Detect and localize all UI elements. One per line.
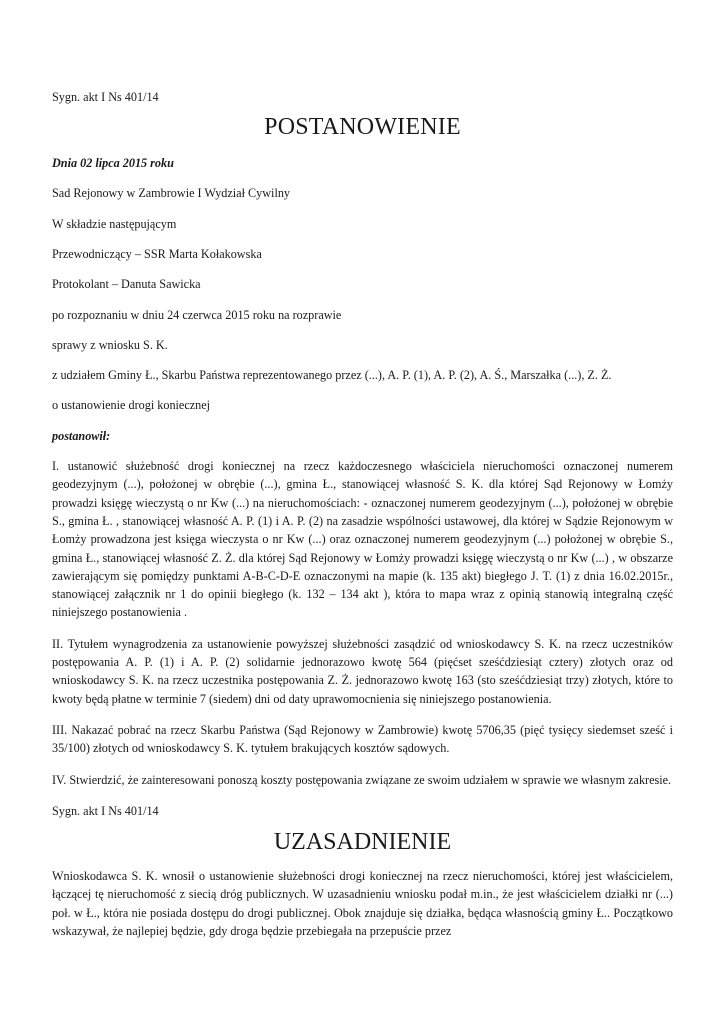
document-page (52, 88, 673, 953)
case-subject: o ustanowienie drogi koniecznej (52, 398, 211, 413)
hearing-date: po rozpoznaniu w dniu 24 czerwca 2015 roku na rozprawie (52, 307, 342, 322)
ruling-point-4: IV. Stwierdzić, że zainteresowani ponoszą koszty postępowania związane ze swoim udziałem w sprawie we własnym zakresie. (52, 772, 672, 787)
justification-signature: Sygn. akt I Ns 401/14 (52, 803, 159, 818)
decided-heading: postanowił: (52, 428, 111, 443)
document-title: POSTANOWIENIE (264, 114, 461, 141)
court-name: Sad Rejonowy w Zambrowie I Wydział Cywilny (52, 186, 291, 201)
case-participants: z udziałem Gminy Ł., Skarbu Państwa reprezentowanego przez (...), A. P. (1), A. P. (2), A. Ś., Marszałka (...), Z. Ż. (52, 368, 612, 383)
justification-title: UZASADNIENIE (273, 829, 452, 856)
justification-text: Wnioskodawca S. K. wnosił o ustanowienie służebności drogi koniecznej na rzecz nieruchomości, której jest właścicielem, łączącej tę nieruchomość z siecią dróg publicznych. W uzasadnieniu wniosku podał m.in., że jest właścicielem działki nr (...) poł. w Ł., która nie posiada dostępu do drogi publicznej. Obok znajduje się działka, będąca własnością gminy Ł.. Początkowo wskazywał, że najlepiej będzie, gdy droga będzie przebiegała na przepuście przez (52, 868, 673, 938)
court-clerk: Protokolant – Danuta Sawicka (52, 277, 201, 292)
case-signature: Sygn. akt I Ns 401/14 (52, 90, 159, 104)
case-applicant: sprawy z wniosku S. K. (52, 337, 168, 352)
ruling-point-1: I. ustanowić służebność drogi koniecznej na rzecz każdoczesnego właściciela nieruchomości oznaczonej numerem geodezyjnym (...), położonej w obrębie (...), gmina Ł., stanowiącej własność S. K. dla której Sąd Rejonowy w Łomży prowadzi księgę wieczystą o nr Kw (...) na nieruchomościach: - oznaczonej numerem geodezyjnym (...), położonej w obrębie S., gmina Ł. , stanowiącej własność A. P. (1) i A. P. (2) na zasadzie wspólności ustawowej, dla której w Sądzie Rejonowym w Łomży prowadzona jest księga wieczysta o nr Kw (...) oraz oznaczonej numerem geodezyjnym (...) położonej w obrębie S., gmina Ł., stanowiącej własność Z. Ż. dla której Sąd Rejonowy w Łomży prowadzi księgę wieczystą o nr Kw (...) , w obszarze zawierającym się pomiędzy punktami A-B-C-D-E oznaczonymi na mapie (k. 135 akt) biegłego J. T. (1) z dnia 16.02.2015r., stanowiącej załącznik nr 1 do opinii biegłego (k. 132 – 134 akt ), która to mapa wraz z opinią stanowią integralną część niniejszego postanowienia . (52, 459, 673, 620)
ruling-point-3: III. Nakazać pobrać na rzecz Skarbu Państwa (Sąd Rejonowy w Zambrowie) kwotę 5706,35 (pięć tysięcy siedemset sześć i 35/100) złotych od wnioskodawcy S. K. tytułem brakujących kosztów sądowych. (52, 722, 673, 756)
composition-label: W składzie następującym (52, 216, 177, 231)
decision-date: Dnia 02 lipca 2015 roku (52, 156, 174, 171)
presiding-judge: Przewodniczący – SSR Marta Kołakowska (52, 246, 262, 261)
ruling-point-2: II. Tytułem wynagrodzenia za ustanowienie powyższej służebności zasądzić od wnioskodawcy S. K. na rzecz uczestników postępowania A. P. (1) i A. P. (2) solidarnie jednorazowo kwotę 564 (pięćset sześćdziesiąt cztery) złotych oraz od wnioskodawcy S. K. na rzecz uczestnika postępowania Z. Ż. jednorazowo kwotę 163 (sto sześćdziesiąt trzy) złotych, które to kwoty będą płatne w terminie 7 (siedem) dni od daty uprawomocnienia się niniejszego postanowienia. (52, 636, 673, 706)
